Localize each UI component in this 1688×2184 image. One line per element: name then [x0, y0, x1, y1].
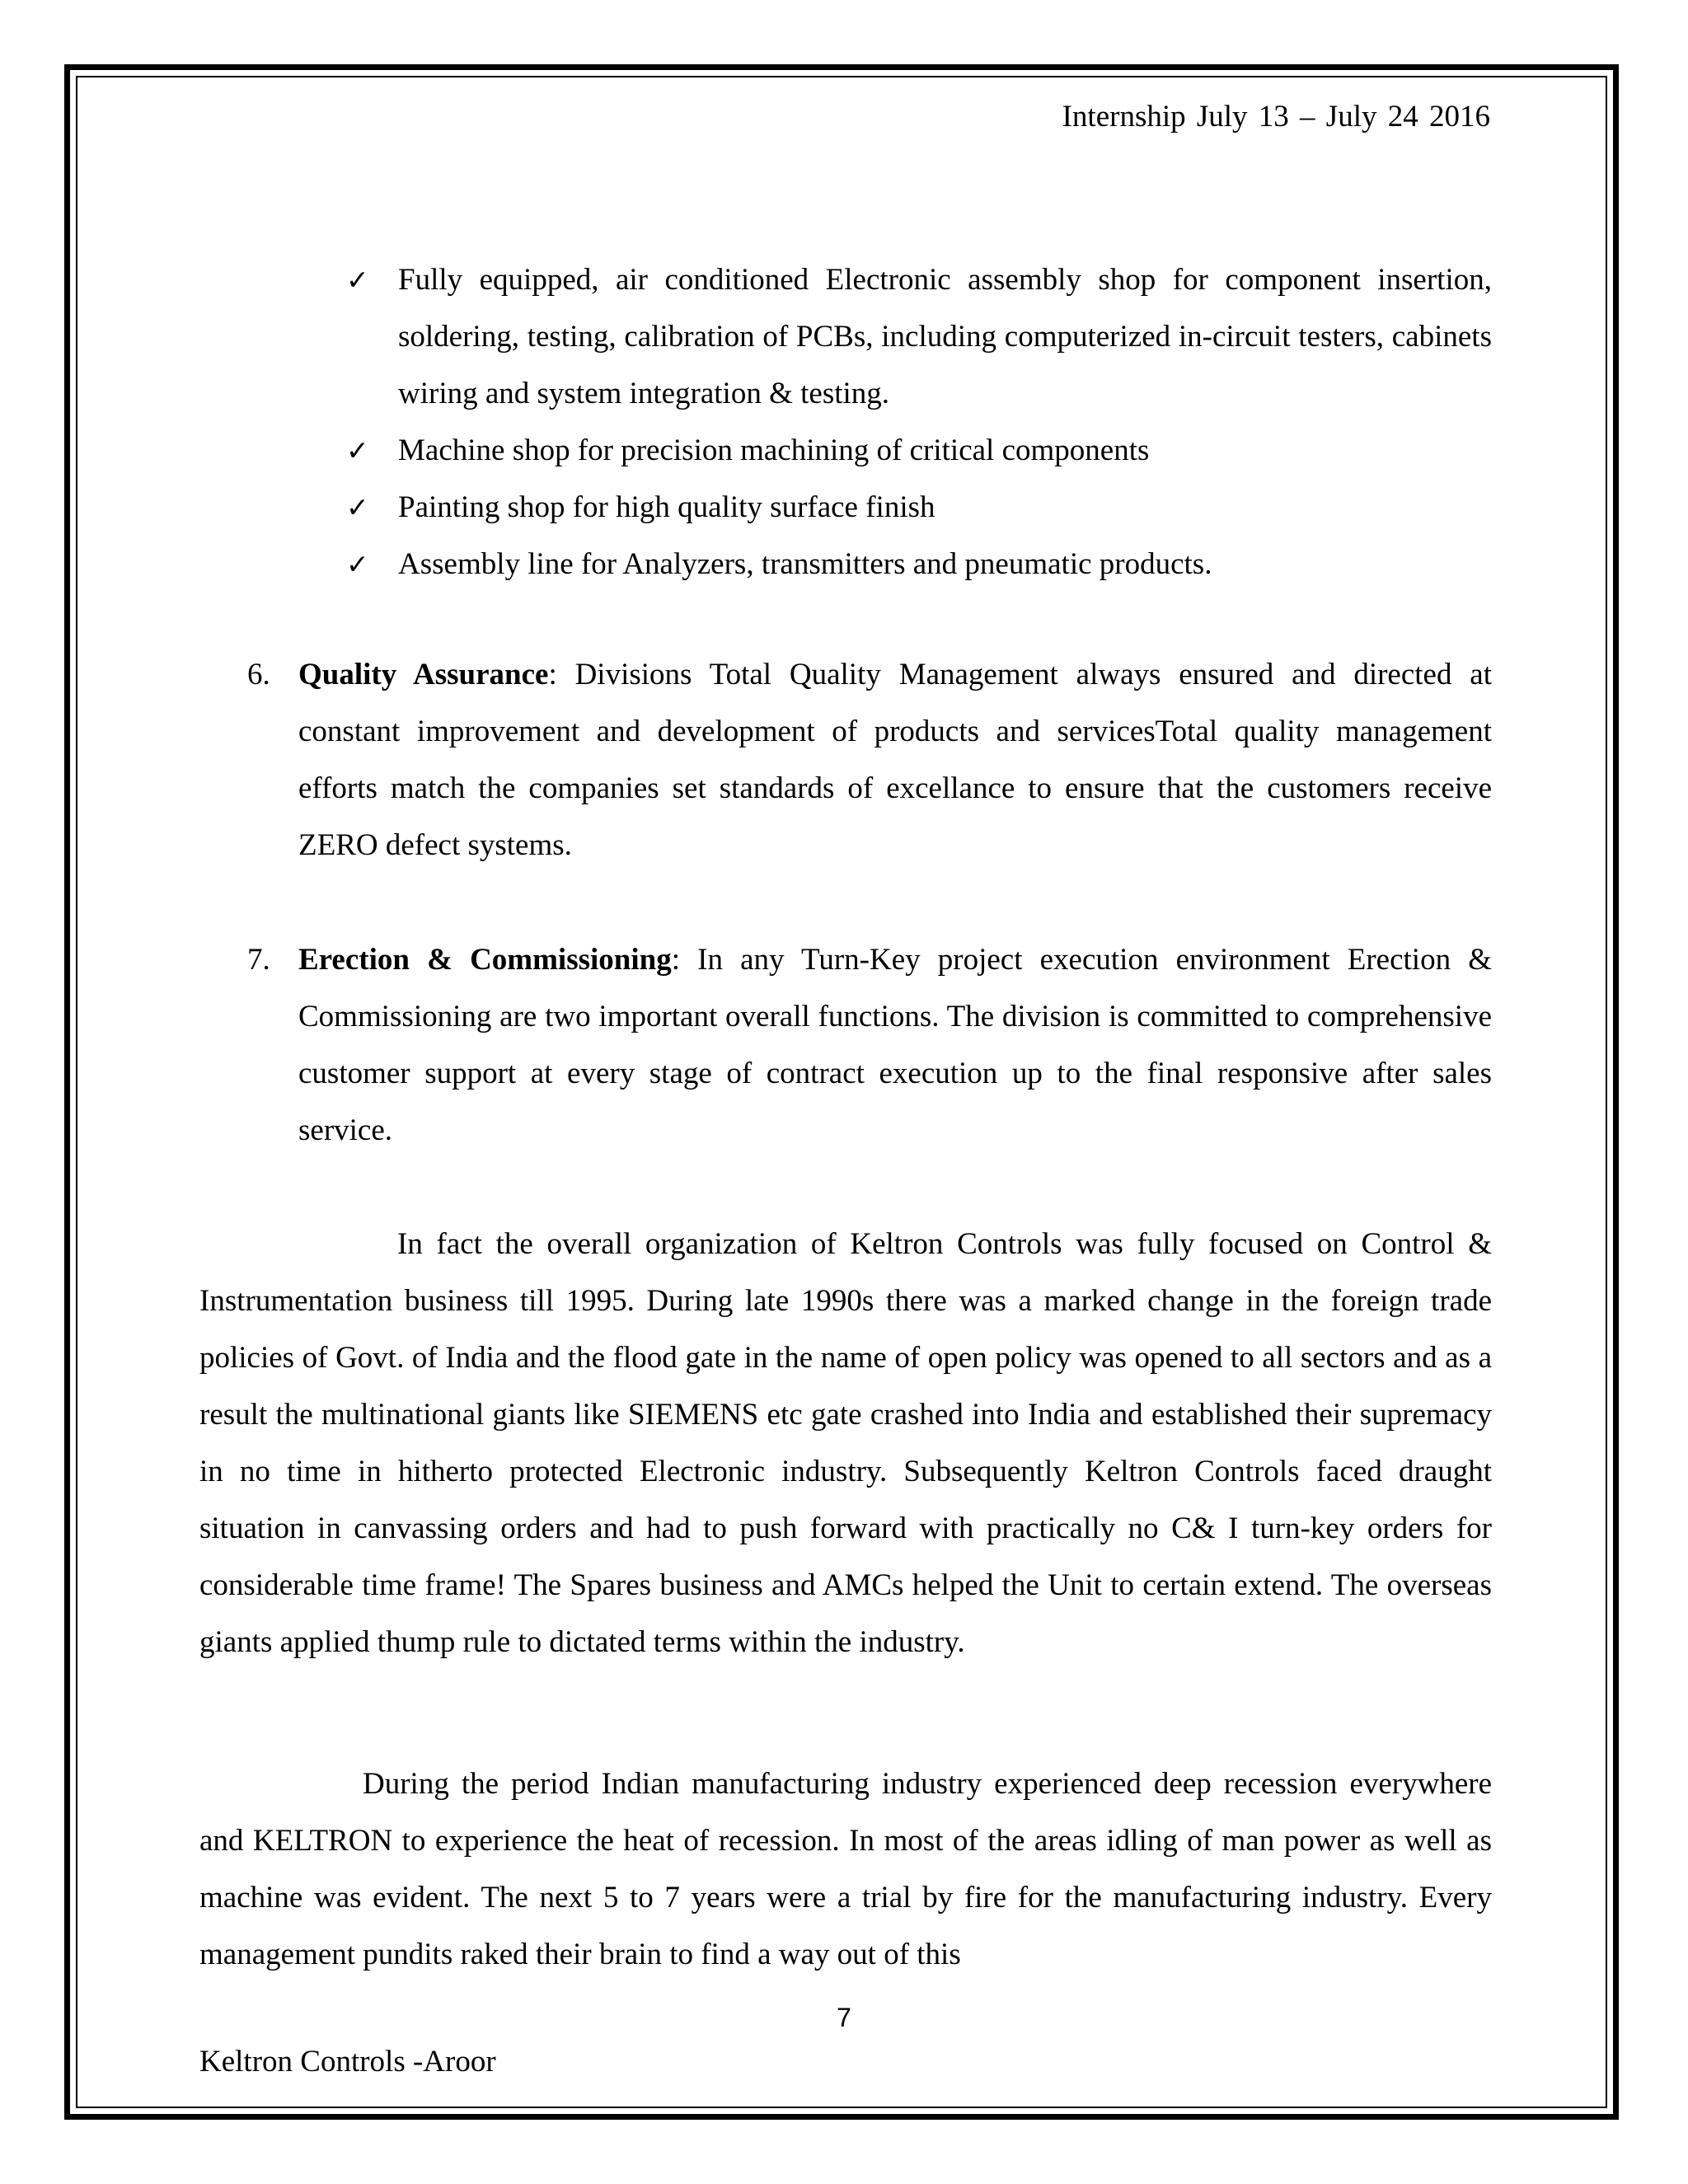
- section-title: Erection & Commissioning: [298, 943, 672, 977]
- page-footer: Keltron Controls -Aroor: [199, 2045, 496, 2079]
- list-item-text: Painting shop for high quality surface finish: [398, 490, 935, 524]
- section-number: 7.: [247, 943, 270, 977]
- body-paragraph: In fact the overall organization of Keltron Controls was fully focused on Control & Instrumentation business till 1995. During late 1990s there was a marked change in the foreign trade policies of Govt. of India and the flood gate in the name of open policy was opened to all sectors and as a result the multinational giants like SIEMENS etc gate crashed into India and established their supremacy in no time in hitherto protected Electronic industry. Subsequently Keltron Controls faced draught situation in canvassing orders and had to push forward with practically no C& I turn-key orders for considerable time frame! The Spares business and AMCs helped the Unit to certain extend. The overseas giants applied thump rule to dictated terms within the industry.: [199, 1227, 1492, 1659]
- page-header: Internship July 13 – July 24 2016: [1062, 100, 1490, 134]
- list-item: [346, 536, 1492, 593]
- checkmark-icon: ✓: [346, 491, 369, 523]
- facilities-checklist: [346, 251, 1492, 593]
- body-paragraph: During the period Indian manufacturing industry experienced deep recession everywhere and KELTRON to experience the heat of recession. In most of the areas idling of man power as well as machine was evident. The next 5 to 7 years were a trial by fire for the manufacturing industry. Every management pundits raked their brain to find a way out of this: [199, 1767, 1492, 1971]
- list-item: [346, 422, 1492, 479]
- list-item-text: Fully equipped, air conditioned Electronic assembly shop for component insertion, soldering, testing, calibration of PCBs, including computerized in-circuit testers, cabinets wiring and system integration & testing.: [398, 263, 1492, 410]
- section-erection-commissioning: [247, 931, 1492, 1159]
- list-item-text: Machine shop for precision machining of critical components: [398, 434, 1150, 467]
- list-item: [346, 479, 1492, 536]
- list-item-text: Assembly line for Analyzers, transmitters and pneumatic products.: [398, 547, 1212, 581]
- section-number: 6.: [247, 658, 270, 691]
- checkmark-icon: ✓: [346, 548, 369, 580]
- list-item: [346, 251, 1492, 422]
- checkmark-icon: ✓: [346, 434, 369, 466]
- section-quality-assurance: [247, 646, 1492, 874]
- checkmark-icon: ✓: [346, 264, 369, 296]
- section-text: : Divisions Total Quality Management always ensured and directed at constant improvement and development of products and servicesTotal quality management efforts match the companies set standards of excellance to ensure that the customers receive ZERO defect systems.: [298, 658, 1493, 862]
- page-number: 7: [837, 2003, 851, 2032]
- section-text: : In any Turn-Key project execution environment Erection & Commissioning are two important overall functions. The division is committed to comprehensive customer support at every stage of contract execution up to the final responsive after sales service.: [298, 943, 1493, 1147]
- section-title: Quality Assurance: [298, 658, 549, 691]
